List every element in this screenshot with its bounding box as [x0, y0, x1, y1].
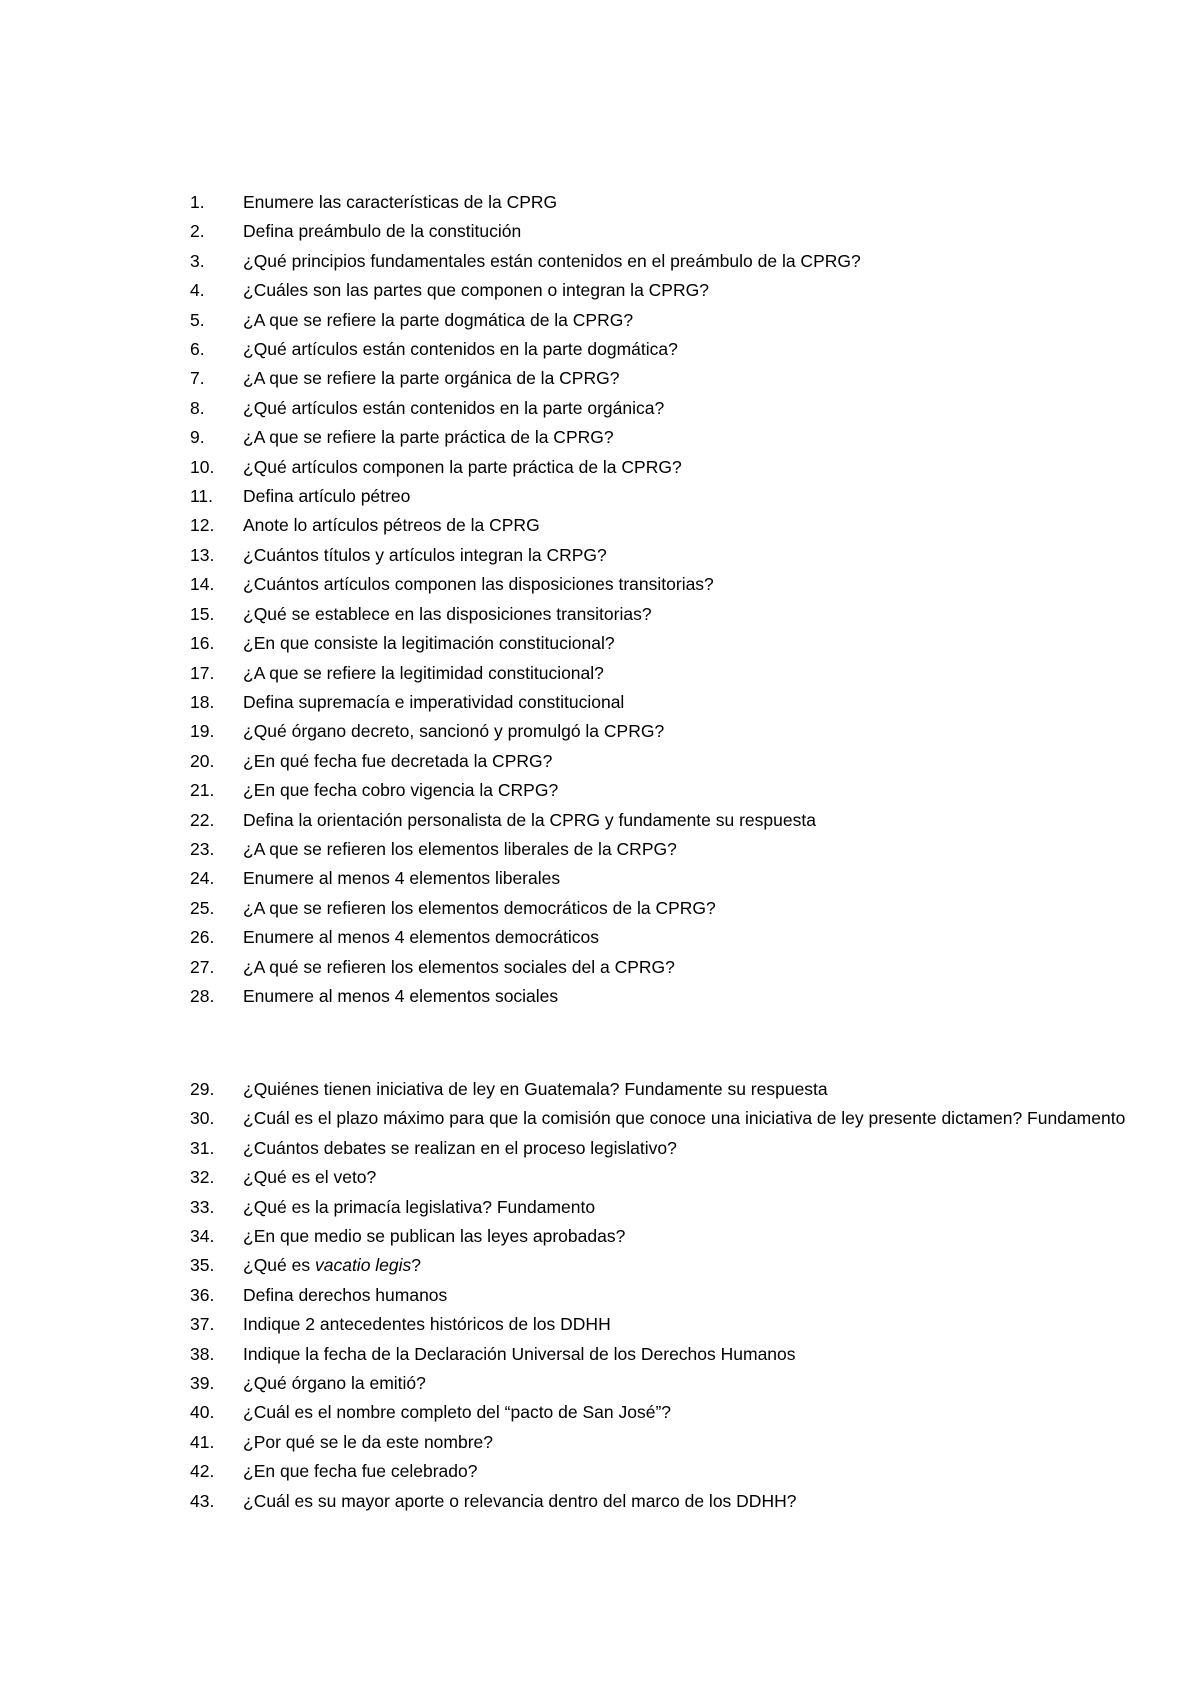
question-text: ¿Quiénes tienen iniciativa de ley en Guatemala? Fundamente su respuesta: [243, 1079, 828, 1099]
question-number: 2.: [190, 221, 205, 242]
question-item: [190, 776, 1130, 805]
question-text: ¿Cuál es el nombre completo del “pacto de San José”?: [243, 1402, 672, 1423]
question-number: 1.: [190, 192, 205, 212]
question-item: [190, 335, 1130, 364]
question-text: ¿En que fecha cobro vigencia la CRPG?: [243, 780, 559, 801]
question-number: 17.: [190, 662, 215, 683]
question-number: 11.: [190, 486, 214, 507]
question-item: [190, 1457, 1130, 1486]
question-item: [190, 747, 1130, 776]
question-text: ¿A que se refieren los elementos liberales de la CRPG?: [243, 838, 677, 859]
question-item: [190, 717, 1130, 746]
question-item: [190, 1428, 1130, 1457]
question-item: [190, 1104, 1130, 1133]
question-text: ¿En que consiste la legitimación constitucional?: [243, 633, 615, 654]
question-item: [190, 1310, 1130, 1339]
question-number: 33.: [190, 1196, 215, 1217]
question-list-part-2: [190, 1075, 1130, 1516]
question-item: [190, 1193, 1130, 1222]
question-item: [190, 217, 1130, 246]
question-number: 38.: [190, 1343, 215, 1364]
question-item: [190, 364, 1130, 393]
question-item: [190, 600, 1130, 629]
question-number: 42.: [190, 1461, 215, 1482]
question-number: 39.: [190, 1373, 215, 1394]
question-item: [190, 394, 1130, 423]
question-item: [190, 276, 1130, 305]
question-number: 30.: [190, 1108, 215, 1129]
question-text: ¿A que se refieren los elementos democráticos de la CPRG?: [243, 897, 716, 918]
question-item: [190, 1163, 1130, 1192]
question-text: Enumere al menos 4 elementos democráticos: [243, 927, 600, 948]
question-text: Indique 2 antecedentes históricos de los DDHH: [243, 1314, 611, 1335]
question-number: 18.: [190, 691, 215, 712]
question-number: 8.: [190, 397, 205, 418]
question-text: Enumere las características de la CPRG: [243, 192, 558, 212]
question-number: 36.: [190, 1284, 215, 1305]
question-item: [190, 1340, 1130, 1369]
question-text-italic: vacatio legis: [314, 1255, 412, 1276]
question-text: ¿Cuántos artículos componen las disposiciones transitorias?: [243, 574, 714, 595]
question-text: ¿Qué órgano la emitió?: [243, 1373, 426, 1394]
question-number: 22.: [190, 809, 215, 830]
question-text: ¿Qué artículos están contenidos en la parte dogmática?: [243, 339, 678, 360]
question-number: 13.: [190, 544, 215, 565]
question-item: [190, 423, 1130, 452]
question-text: Defina la orientación personalista de la CPRG y fundamente su respuesta: [243, 809, 816, 830]
question-item: [190, 1134, 1130, 1163]
question-item: [190, 982, 1130, 1011]
question-item: [190, 306, 1130, 335]
question-item: [190, 1222, 1130, 1251]
question-item: [190, 1075, 1130, 1104]
question-text: [243, 1255, 421, 1275]
question-number: 41.: [190, 1431, 215, 1452]
question-text: ¿En que fecha fue celebrado?: [243, 1461, 478, 1482]
question-number: 21.: [190, 780, 215, 801]
question-text-before: ¿Qué es: [243, 1255, 315, 1276]
question-number: 35.: [190, 1255, 215, 1276]
question-number: 31.: [190, 1137, 215, 1158]
question-text: ¿A que se refiere la parte dogmática de la CPRG?: [243, 309, 634, 330]
question-text: ¿Qué órgano decreto, sancionó y promulgó la CPRG?: [243, 721, 665, 742]
question-item: [190, 806, 1130, 835]
question-number: 40.: [190, 1402, 215, 1423]
question-text: ¿Cuántos títulos y artículos integran la CRPG?: [243, 544, 607, 565]
question-text: Enumere al menos 4 elementos sociales: [243, 985, 559, 1006]
question-number: 16.: [190, 633, 215, 654]
question-item: [190, 541, 1130, 570]
question-text: ¿A que se refiere la legitimidad constitucional?: [243, 662, 604, 683]
question-item: [190, 923, 1130, 952]
question-item: [190, 1487, 1130, 1516]
question-item: [190, 688, 1130, 717]
question-number: 3.: [190, 250, 205, 271]
question-item: [190, 864, 1130, 893]
question-number: 9.: [190, 427, 205, 448]
question-number: 20.: [190, 750, 215, 771]
question-number: 12.: [190, 515, 215, 536]
question-item: [190, 1251, 1130, 1280]
question-text: ¿Por qué se le da este nombre?: [243, 1431, 494, 1452]
question-item: [190, 188, 1130, 217]
question-item: [190, 511, 1130, 540]
question-item: [190, 1398, 1130, 1427]
question-number: 7.: [190, 368, 205, 389]
question-text: Enumere al menos 4 elementos liberales: [243, 868, 561, 889]
question-text: ¿Qué artículos están contenidos en la parte orgánica?: [243, 397, 665, 418]
question-number: 14.: [190, 574, 215, 595]
question-text: ¿Qué se establece en las disposiciones transitorias?: [243, 603, 652, 624]
question-text: ¿Cuáles son las partes que componen o integran la CPRG?: [243, 280, 709, 301]
question-text: Defina artículo pétreo: [243, 486, 411, 507]
question-item: [190, 453, 1130, 482]
question-item: [190, 247, 1130, 276]
question-text: ¿A qué se refieren los elementos sociales del a CPRG?: [243, 956, 675, 977]
question-number: 27.: [190, 956, 215, 977]
question-text: ¿Qué artículos componen la parte práctica de la CPRG?: [243, 456, 682, 477]
question-item: [190, 835, 1130, 864]
question-number: 19.: [190, 721, 215, 742]
question-number: 32.: [190, 1167, 215, 1188]
question-text-after: ?: [411, 1255, 422, 1276]
question-item: [190, 1369, 1130, 1398]
question-text: Indique la fecha de la Declaración Universal de los Derechos Humanos: [243, 1343, 796, 1364]
question-number: 15.: [190, 603, 215, 624]
question-item: [190, 1281, 1130, 1310]
question-text: ¿Qué es la primacía legislativa? Fundamento: [243, 1196, 596, 1217]
question-text: ¿Cuántos debates se realizan en el proceso legislativo?: [243, 1137, 677, 1158]
question-text: ¿Cuál es su mayor aporte o relevancia dentro del marco de los DDHH?: [243, 1490, 797, 1511]
question-item: [190, 659, 1130, 688]
question-number: 4.: [190, 280, 205, 301]
question-number: 23.: [190, 838, 215, 859]
question-number: 25.: [190, 897, 215, 918]
question-number: 24.: [190, 868, 215, 889]
question-item: [190, 629, 1130, 658]
question-text: ¿Cuál es el plazo máximo para que la comisión que conoce una iniciativa de ley presente dictamen? Fundamento: [243, 1108, 1126, 1129]
question-text: ¿A que se refiere la parte orgánica de la CPRG?: [243, 368, 620, 389]
question-text: Defina derechos humanos: [243, 1284, 448, 1305]
question-text: Anote lo artículos pétreos de la CPRG: [243, 515, 540, 536]
question-item: [190, 953, 1130, 982]
question-item: [190, 570, 1130, 599]
question-number: 10.: [190, 456, 215, 477]
question-text: Defina supremacía e imperatividad constitucional: [243, 691, 625, 712]
question-item: [190, 894, 1130, 923]
question-text: ¿En qué fecha fue decretada la CPRG?: [243, 750, 553, 771]
question-number: 26.: [190, 927, 215, 948]
question-number: 37.: [190, 1314, 215, 1335]
question-text: ¿En que medio se publican las leyes aprobadas?: [243, 1226, 626, 1247]
question-text: ¿Qué es el veto?: [243, 1167, 377, 1188]
question-number: 28.: [190, 985, 215, 1006]
question-item: [190, 482, 1130, 511]
question-number: 34.: [190, 1226, 215, 1247]
question-number: 5.: [190, 309, 205, 330]
question-text: ¿Qué principios fundamentales están contenidos en el preámbulo de la CPRG?: [243, 250, 861, 271]
question-number: 43.: [190, 1490, 215, 1511]
question-number: 6.: [190, 339, 205, 360]
question-number: 29.: [190, 1079, 215, 1099]
question-text: Defina preámbulo de la constitución: [243, 221, 522, 242]
question-text: ¿A que se refiere la parte práctica de la CPRG?: [243, 427, 614, 448]
question-list-part-1: [190, 188, 1130, 1011]
